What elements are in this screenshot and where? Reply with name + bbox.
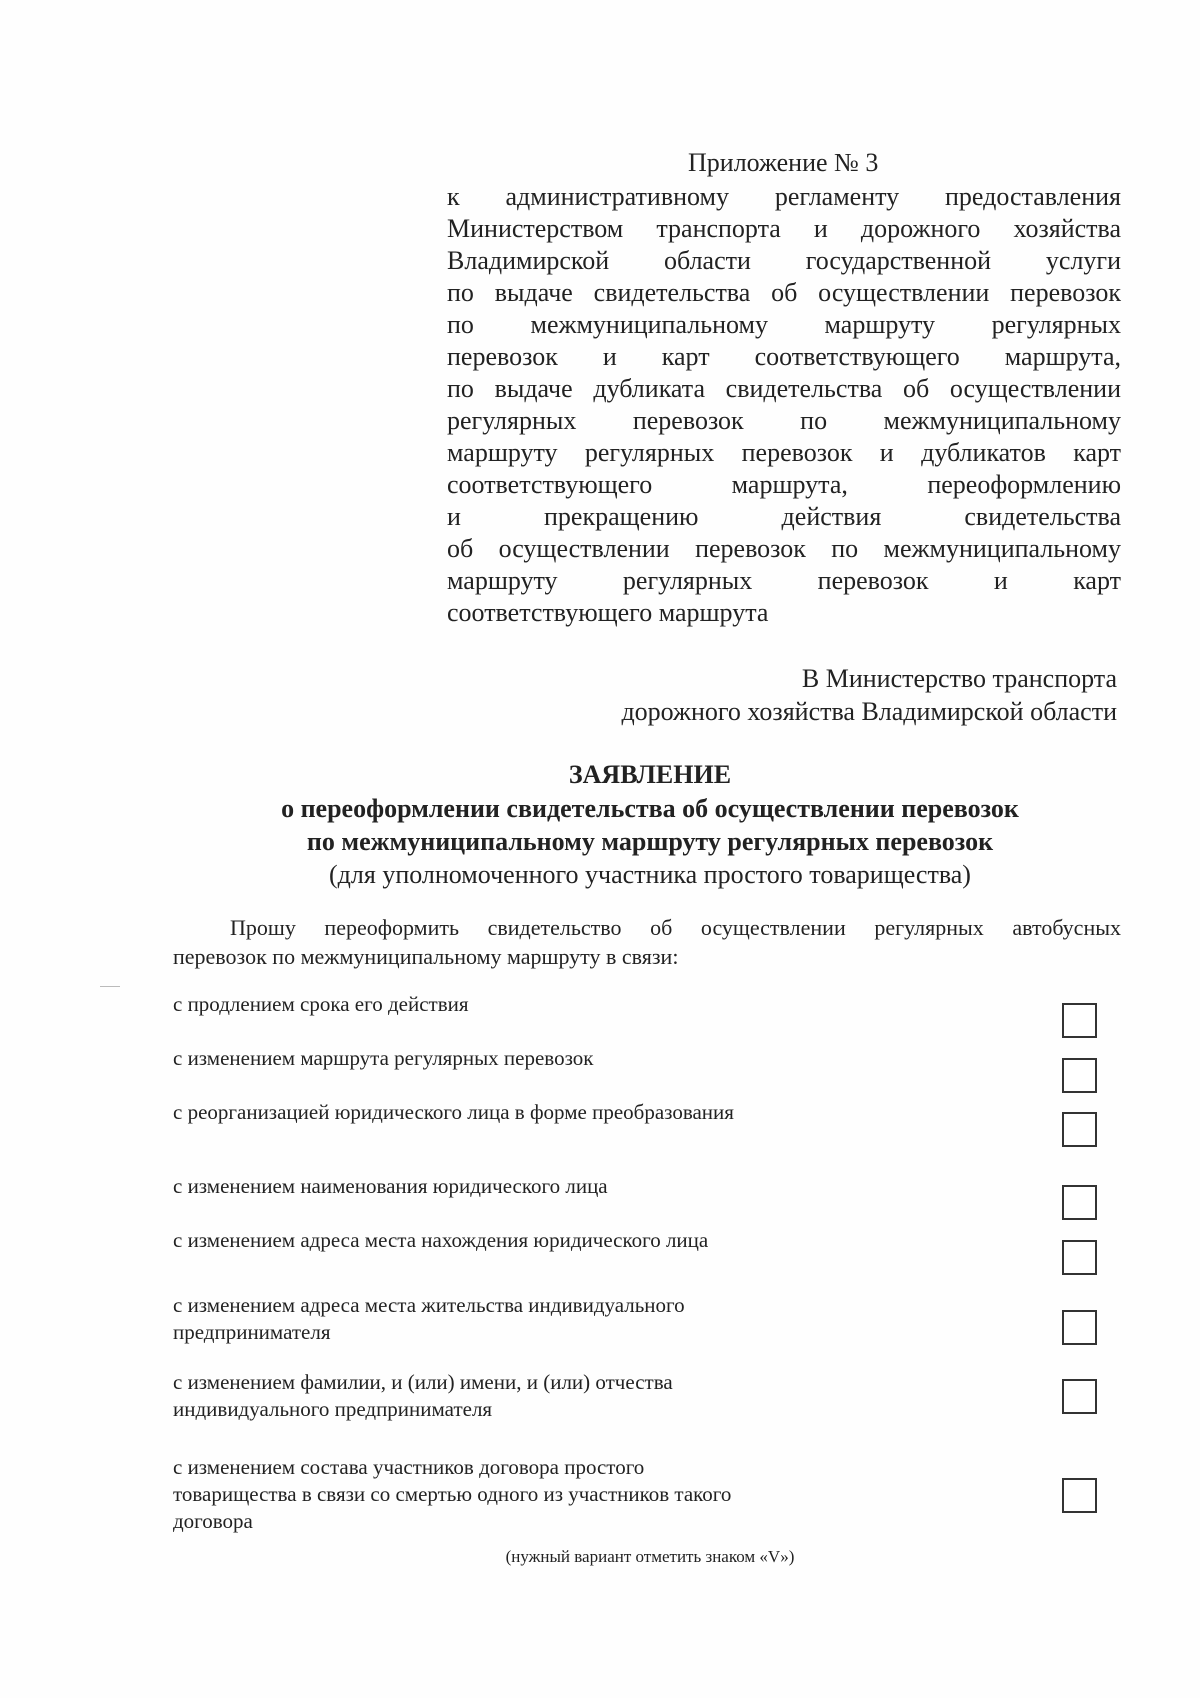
footnote: (нужный вариант отметить знаком «V») xyxy=(505,1547,795,1566)
appendix-line: перевозок и карт соответствующего маршрута, xyxy=(447,342,1121,371)
appendix-line: регулярных перевозок по межмуниципальному xyxy=(447,406,1121,435)
option-checkbox[interactable] xyxy=(1062,1310,1097,1345)
appendix-line: по межмуниципальному маршруту регулярных xyxy=(447,310,1121,339)
option-checkbox[interactable] xyxy=(1062,1112,1097,1147)
statement-heading xyxy=(180,758,1120,891)
option-checkbox[interactable] xyxy=(1062,1185,1097,1220)
statement-subtitle-line: о переоформлении свидетельства об осуществлении перевозок xyxy=(281,794,1019,823)
appendix-line: маршруту регулярных перевозок и карт xyxy=(447,566,1121,595)
option-label: с изменением фамилии, и (или) имени, и (или) отчества индивидуального предпринимателя xyxy=(173,1370,673,1421)
statement-subtitle-line: по межмуниципальному маршруту регулярных перевозок xyxy=(306,827,994,856)
option-label: с изменением адреса места жительства индивидуального предпринимателя xyxy=(173,1293,685,1344)
scan-edge-mark xyxy=(100,986,120,987)
option-checkbox[interactable] xyxy=(1062,1478,1097,1513)
statement-note: (для уполномоченного участника простого товарищества) xyxy=(329,860,971,889)
appendix-line: по выдаче свидетельства об осуществлении перевозок xyxy=(447,278,1121,307)
option-label: с реорганизацией юридического лица в форме преобразования xyxy=(173,1100,734,1124)
option-checkbox[interactable] xyxy=(1062,1379,1097,1414)
appendix-caption xyxy=(447,181,1121,629)
request-paragraph xyxy=(173,913,1121,971)
appendix-line: по выдаче дубликата свидетельства об осуществлении xyxy=(447,374,1121,403)
option-checkbox[interactable] xyxy=(1062,1240,1097,1275)
appendix-line: маршруту регулярных перевозок и дубликатов карт xyxy=(447,438,1121,467)
addressee-line: дорожного хозяйства Владимирской области xyxy=(621,697,1117,726)
appendix-line: Министерством транспорта и дорожного хозяйства xyxy=(447,214,1121,243)
appendix-line: к административному регламенту предоставления xyxy=(447,182,1121,211)
option-label: с изменением состава участников договора простого товарищества в связи со смертью одного из участников такого договора xyxy=(173,1455,732,1533)
appendix-line: соответствующего маршрута xyxy=(447,598,769,627)
option-label: с изменением адреса места нахождения юридического лица xyxy=(173,1228,709,1252)
option-checkbox[interactable] xyxy=(1062,1058,1097,1093)
option-label: с изменением наименования юридического лица xyxy=(173,1174,608,1198)
option-label: с изменением маршрута регулярных перевозок xyxy=(173,1046,594,1070)
appendix-title: Приложение № 3 xyxy=(688,148,879,177)
appendix-line: Владимирской области государственной услуги xyxy=(447,246,1121,275)
request-line: перевозок по межмуниципальному маршруту в связи: xyxy=(173,944,679,969)
addressee xyxy=(621,662,1117,728)
addressee-line: В Министерство транспорта xyxy=(801,664,1117,693)
appendix-line: и прекращению действия свидетельства xyxy=(447,502,1121,531)
option-checkbox[interactable] xyxy=(1062,1003,1097,1038)
statement-title: ЗАЯВЛЕНИЕ xyxy=(568,760,732,789)
appendix-line: соответствующего маршрута, переоформлению xyxy=(447,470,1121,499)
option-label: с продлением срока его действия xyxy=(173,992,469,1016)
request-line: Прошу переоформить свидетельство об осуществлении регулярных автобусных xyxy=(230,915,1121,940)
appendix-line: об осуществлении перевозок по межмуниципальному xyxy=(447,534,1121,563)
